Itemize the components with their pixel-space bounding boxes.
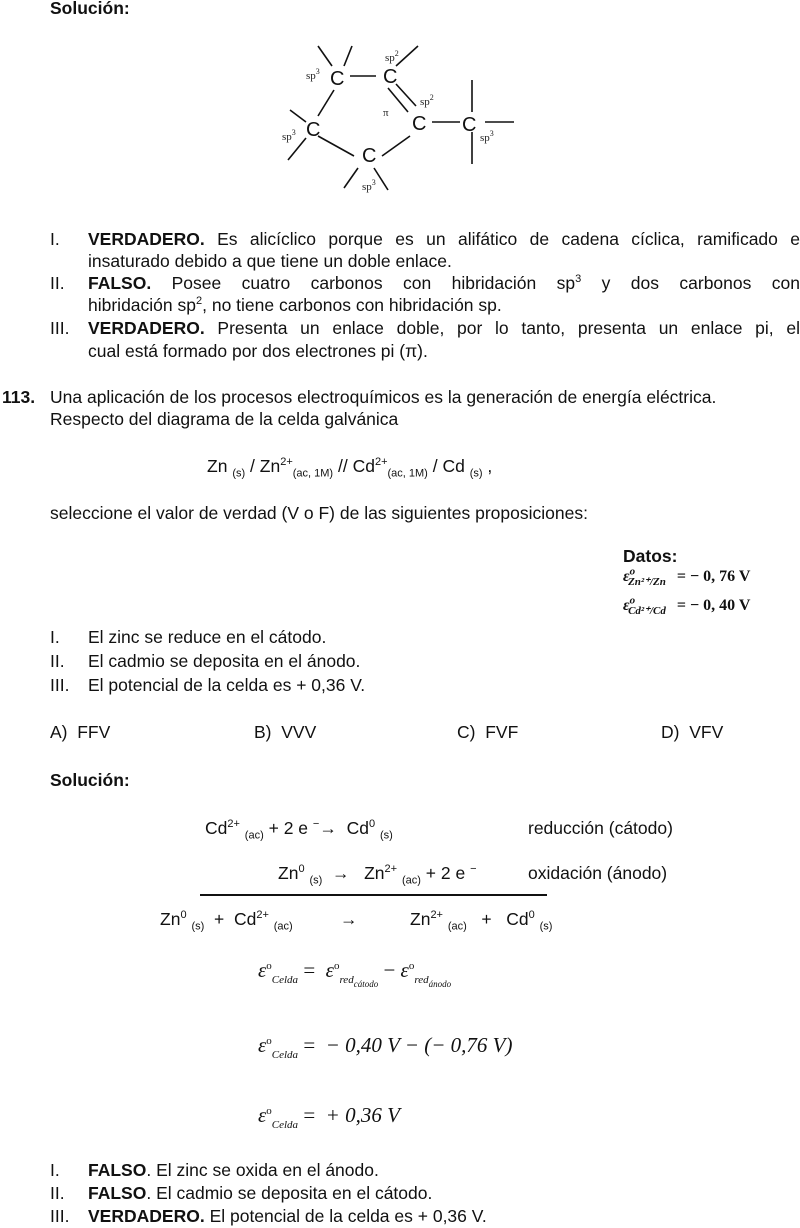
solution1-item-2-number: II. bbox=[50, 273, 65, 293]
solution2-item-1: FALSO. El zinc se oxida en el ánodo. bbox=[88, 1160, 379, 1180]
reduction-label: reducción (cátodo) bbox=[528, 818, 673, 838]
carbon-2: C bbox=[383, 66, 398, 88]
overall-equation: Zn$^0$ $_{(s)} + Cd^{2+}$ $_{(ac)}$ bbox=[160, 909, 293, 933]
verdict: VERDADERO. bbox=[88, 229, 205, 249]
cell-potential-substitution: $\varepsilon^o_{Celda}$ = − 0,40 V − (− 0,76 V) bbox=[258, 1033, 513, 1061]
proposition-1: El zinc se reduce en el cátodo. bbox=[88, 627, 327, 647]
carbon-6: C bbox=[362, 145, 377, 167]
carbon-4: C bbox=[412, 113, 427, 135]
solution1-item-1: VERDADERO. Es alicíclico porque es un alifático de cadena cíclica, ramificado e bbox=[88, 229, 800, 249]
solution1-item-1-cont: insaturado debido a que tiene un doble enlace. bbox=[88, 251, 452, 271]
cell-notation: Zn $_{(s)} / Zn^{2+}_{(ac, 1M)} // Cd^{2+}_{(ac, 1M)}$ / Cd $_{(s)}$ , bbox=[207, 456, 493, 480]
label-pi: π bbox=[383, 107, 389, 119]
sum-rule bbox=[200, 894, 547, 896]
solution1-item-3: VERDADERO. Presenta un enlace doble, por lo tanto, presenta un enlace pi, el bbox=[88, 318, 800, 338]
proposition-2: El cadmio se deposita en el ánodo. bbox=[88, 651, 361, 671]
oxidation-label: oxidación (ánodo) bbox=[528, 863, 668, 883]
datos-cd: $\varepsilon^o_{Cd^{2+}/Cd}$ = − 0, 40 V bbox=[623, 594, 751, 617]
proposition-2-number: II. bbox=[50, 651, 65, 671]
solution2-item-3-number: III. bbox=[50, 1206, 70, 1226]
label-sp3-right: $sp^3$ bbox=[480, 129, 494, 144]
question-line-2: Respecto del diagrama de la celda galvánica bbox=[50, 409, 399, 429]
solution2-item-2-number: II. bbox=[50, 1183, 65, 1203]
option-b[interactable]: B) VVV bbox=[254, 722, 317, 742]
reduction-equation: $Cd^{2+}$ $_{(ac)}$ + 2 e −→ Cd$^0$ $_{(s)}$ bbox=[205, 818, 393, 842]
solution1-item-3-cont: cual está formado por dos electrones pi (π). bbox=[88, 341, 428, 361]
datos-title: Datos: bbox=[623, 546, 678, 566]
cell-potential-formula: $\varepsilon^o_{Celda} = \varepsilon^o_{red_{cátodo}} - \varepsilon^o_{red_{ánodo}}$ bbox=[258, 958, 452, 989]
overall-arrow: → bbox=[340, 909, 358, 929]
label-sp2-right: $sp^2$ bbox=[420, 93, 434, 108]
option-a[interactable]: A) FFV bbox=[50, 722, 111, 742]
carbon-1: C bbox=[330, 68, 345, 90]
instruction: seleccione el valor de verdad (V o F) de las siguientes proposiciones: bbox=[50, 503, 588, 523]
carbon-5: C bbox=[462, 114, 477, 136]
question-line-1: Una aplicación de los procesos electroquímicos es la generación de energía eléctrica. bbox=[50, 387, 717, 407]
label-sp3-top-left: $sp^3$ bbox=[306, 67, 320, 82]
label-sp3-bottom: $sp^3$ bbox=[362, 178, 376, 193]
solution1-item-2: FALSO. Posee cuatro carbonos con hibridación $sp^3$ y dos carbonos con bbox=[88, 273, 800, 293]
solution1-item-3-number: III. bbox=[50, 318, 70, 338]
solution2-title: Solución: bbox=[50, 770, 130, 790]
solution2-item-2: FALSO. El cadmio se deposita en el cátodo. bbox=[88, 1183, 433, 1203]
label-sp2-top: $sp^2$ bbox=[385, 49, 399, 64]
solution1-item-2-cont: hibridación $sp^2$, no tiene carbonos con hibridación sp. bbox=[88, 295, 502, 315]
solution-title: Solución: bbox=[50, 0, 130, 18]
question-number: 113. bbox=[2, 387, 36, 407]
proposition-3-number: III. bbox=[50, 675, 70, 695]
overall-products: $Zn^{2+}$ $_{(ac)}$ + Cd$^0$ $_{(s)}$ bbox=[410, 909, 553, 933]
solution2-item-1-number: I. bbox=[50, 1160, 60, 1180]
proposition-1-number: I. bbox=[50, 627, 60, 647]
datos-zn: $\varepsilon^o_{Zn^{2+}/Zn}$ = − 0, 76 V bbox=[623, 565, 751, 588]
label-sp3-left: $sp^3$ bbox=[282, 128, 296, 143]
solution1-item-1-number: I. bbox=[50, 229, 60, 249]
option-d[interactable]: D) VFV bbox=[661, 722, 724, 742]
oxidation-equation: Zn$^0$ $_{(s)}$ → $Zn^{2+}$ $_{(ac)}$ + 2 e − bbox=[278, 863, 477, 887]
option-c[interactable]: C) FVF bbox=[457, 722, 519, 742]
cyclic-molecule-diagram bbox=[270, 38, 530, 198]
proposition-3: El potencial de la celda es + 0,36 V. bbox=[88, 675, 366, 695]
solution2-item-3: VERDADERO. El potencial de la celda es + 0,36 V. bbox=[88, 1206, 487, 1226]
carbon-3: C bbox=[306, 119, 321, 141]
cell-potential-result: $\varepsilon^o_{Celda}$ = + 0,36 V bbox=[258, 1103, 400, 1131]
